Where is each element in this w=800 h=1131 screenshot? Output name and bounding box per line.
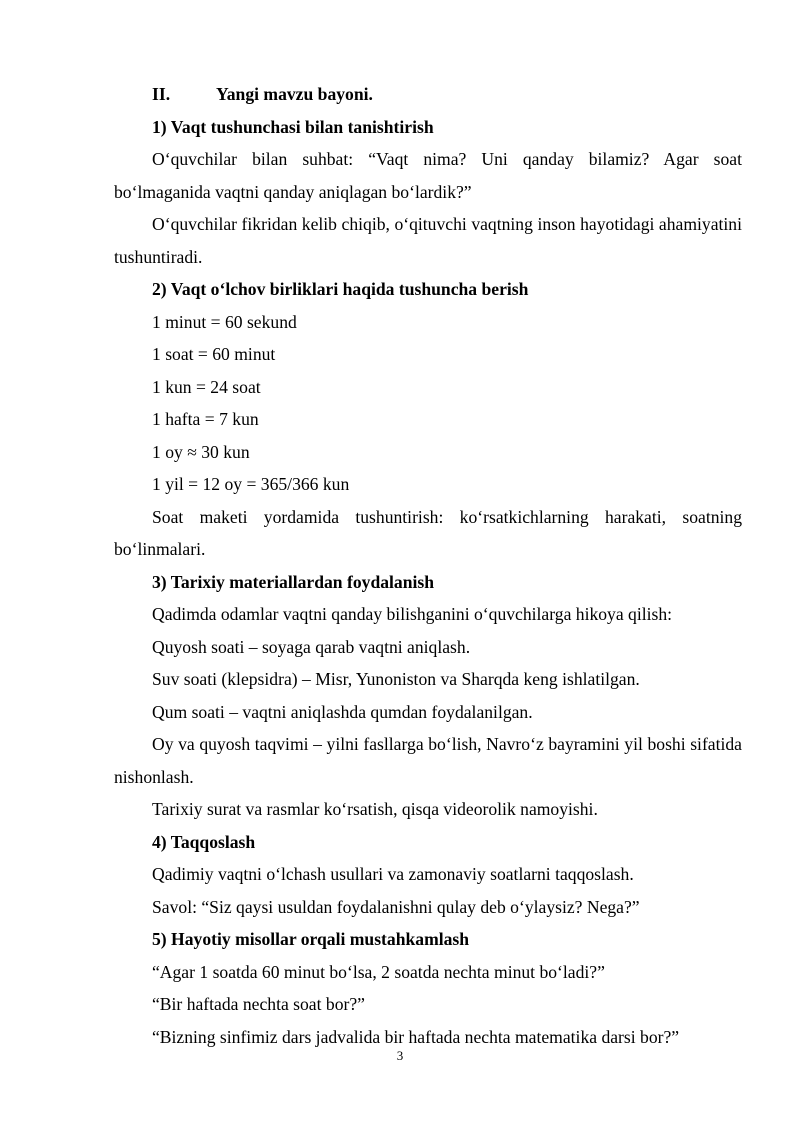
unit-line: 1 kun = 24 soat bbox=[152, 376, 261, 397]
heading-5: 5) Hayotiy misollar orqali mustahkamlash bbox=[152, 929, 470, 949]
paragraph: Quyosh soati – soyaga qarab vaqtni aniqlash. bbox=[152, 636, 471, 657]
unit-line: 1 hafta = 7 kun bbox=[152, 409, 259, 429]
paragraph: Suv soati (klepsidra) – Misr, Yunoniston va Sharqda keng ishlatilgan. bbox=[152, 669, 640, 689]
unit-line: 1 oy ≈ 30 kun bbox=[152, 441, 250, 462]
paragraph: Oy va quyosh taqvimi – yilni fasllarga bo‘lish, Navro‘z bayramini yil boshi sifatida nishonlash. bbox=[114, 734, 742, 787]
unit-line: 1 minut = 60 sekund bbox=[152, 311, 297, 332]
section-number: II. bbox=[152, 84, 171, 104]
paragraph: Qadimda odamlar vaqtni qanday bilishganini o‘quvchilarga hikoya qilish: bbox=[152, 604, 673, 624]
section-title: Yangi mavzu bayoni. bbox=[216, 84, 373, 104]
paragraph: “Bizning sinfimiz dars jadvalida bir haftada nechta matematika darsi bor?” bbox=[152, 1026, 680, 1047]
paragraph: Qum soati – vaqtni aniqlashda qumdan foydalanilgan. bbox=[152, 701, 533, 722]
unit-line: 1 soat = 60 minut bbox=[152, 344, 276, 364]
paragraph: Qadimiy vaqtni o‘lchash usullari va zamonaviy soatlarni taqqoslash. bbox=[152, 864, 634, 884]
heading-4: 4) Taqqoslash bbox=[152, 831, 256, 852]
heading-1: 1) Vaqt tushunchasi bilan tanishtirish bbox=[152, 116, 434, 137]
paragraph: Tarixiy surat va rasmlar ko‘rsatish, qisqa videorolik namoyishi. bbox=[152, 799, 598, 819]
page-number: 3 bbox=[396, 1048, 404, 1063]
paragraph: Savol: “Siz qaysi usuldan foydalanishni qulay deb o‘ylaysiz? Nega?” bbox=[152, 896, 640, 917]
page-content bbox=[114, 78, 742, 1053]
paragraph: O‘quvchilar fikridan kelib chiqib, o‘qituvchi vaqtning inson hayotidagi ahamiyatini tushuntiradi. bbox=[114, 214, 742, 267]
paragraph: Soat maketi yordamida tushuntirish: ko‘rsatkichlarning harakati, soatning bo‘linmalari. bbox=[114, 506, 742, 559]
unit-line: 1 yil = 12 oy = 365/366 kun bbox=[152, 474, 350, 494]
heading-3: 3) Tarixiy materiallardan foydalanish bbox=[152, 571, 435, 592]
paragraph: O‘quvchilar bilan suhbat: “Vaqt nima? Uni qanday bilamiz? Agar soat bo‘lmaganida vaqtni qanday aniqlagan bo‘lardik?” bbox=[114, 149, 742, 202]
paragraph: “Bir haftada nechta soat bor?” bbox=[152, 994, 365, 1014]
section-heading bbox=[114, 78, 742, 111]
heading-2: 2) Vaqt o‘lchov birliklari haqida tushuncha berish bbox=[152, 279, 529, 299]
paragraph: “Agar 1 soatda 60 minut bo‘lsa, 2 soatda nechta minut bo‘ladi?” bbox=[152, 961, 605, 982]
